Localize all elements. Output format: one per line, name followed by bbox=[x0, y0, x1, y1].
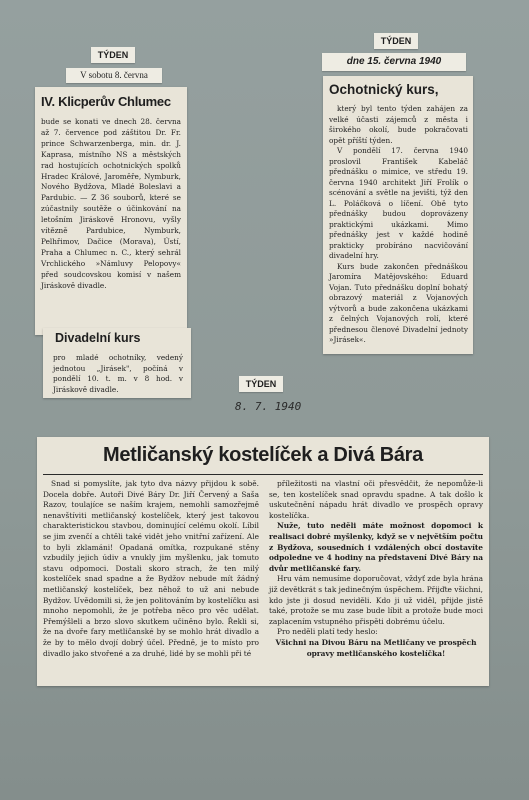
article-metlicansky-kostelicek bbox=[37, 437, 489, 686]
paragraph: Kurs bude zakončen přednáškou Jaromíra Matějovského: Eduard Vojan. Tuto přednášku doplní bohatý obrazový materiál z Vojanových výtvorů a bude zakončena ukázkami z čelných Vojanových rolí, které přednesou členové Divadelní jednoty »Jirásek«. bbox=[329, 261, 468, 344]
article-body: bude se konati ve dnech 28. června až 7. července pod záštitou Dr. Fr. prince Schwarzenberga, min. dr. J. Kaprasa, místního NS a městských rad hostujících ochotnických spolků Hradec Králové, Jaroměře, Nymburk, Nového Bydžova, Mladé Boleslavi a Pardubic. — Z 36 souborů, které se zúčastnily soutěže o účinkování na letošním Jiráskově Hronovu, vyšly vítězně Pardubice, Nymburk, Pelhřimov, Dačice (Morava), Ústí, Praha a Chlumec n. C., který sehrál Vrchlického »Námluvy Pelopovy« před soudcovskou komisí v našem Jiráskově divadle. bbox=[41, 117, 181, 290]
article-body bbox=[329, 104, 468, 346]
article-column-right bbox=[269, 479, 483, 659]
article-divadelni-kurs bbox=[43, 328, 191, 398]
paragraph: příležitosti na vlastní oči přesvědčit, že nepomůže-li se, ten kostelíček snad opravdu spadne. A tak došlo k uskutečnění nápadu hrát divadlo ve prospěch opravy kostelíčka. bbox=[269, 479, 483, 520]
paragraph: V pondělí 17. června 1940 proslovil František Kabeláč přednášku o mimice, ve středu 19. června 1940 architekt Jiří Frolík o scénování a světle na jevišti, týž den L. Poláčková o líčení. Obě tyto přednášky budou doprovázeny praktickými ukázkami. Mimo přednášky jest v každé hodině prakticky probíráno nacvičování divadelní hry. bbox=[329, 146, 468, 260]
date-label-left: V sobotu 8. června bbox=[66, 68, 162, 83]
article-ochotnicky-kurs bbox=[323, 76, 473, 354]
paragraph: Pro neděli platí tedy heslo: bbox=[277, 627, 378, 637]
article-title: Ochotnický kurs, bbox=[329, 82, 439, 97]
slogan: Všichni na Divou Báru na Metličany ve prospěch opravy metličanského kostelíčka! bbox=[275, 637, 477, 658]
date-label-right: dne 15. června 1940 bbox=[322, 53, 466, 71]
tyden-label-mid: TÝDEN bbox=[239, 376, 283, 392]
divider bbox=[43, 474, 483, 475]
paragraph: Nuže, tuto neděli máte možnost dopomoci k realisaci dobré myšlenky, když se v největším počtu z Bydžova, sousedních i vzdálených obcí dostavíte odpoledne ve 4 hodiny na představení Divé Báry na dvůr metličanské fary. bbox=[269, 521, 483, 573]
paragraph: Snad si pomyslíte, jak tyto dva názvy přijdou k sobě. Docela dobře. Autoři Divé Báry Dr. Jiří Červený a Saša Razov, toulajíce se naším krajem, nemohli samozřejmě nenavštíviti metličanský kostelíček, který jest takovou charakteristickou stavbou, dominující celému okolí. Líbil se jim zvenčí a chtěli také vidět jeho vnitřní zařízení. Ale to byli zklamáni! Opadaná omítka, rozpukané stěny vzbudily jejich údiv a vnukly jim myšlenku, jak tomuto stavu odpomoci. Dostali skoro strach, že ten milý kostelíček snad spadne a že Bydžov nebude mít žádný metličanský kostelíček, bez něhož to už ani nebude Bydžov. Uvědomili si, že jen politováním by kostelíčku asi mnoho nepomohli, že je potřeba něco pro věc udělat. Přemýšleli a brzo slovo skutkem učiněno bylo. Řekli si, že na dvoře fary metličanské by se mohlo hrát divadlo a že by to mělo dvojí dobrý účel. Předně, je to místo pro divadlo jako stvořené a za druhé, lidé by se mohli při té bbox=[43, 479, 259, 658]
article-title: Metličanský kostelíček a Divá Bára bbox=[103, 444, 423, 466]
handwritten-date: 8. 7. 1940 bbox=[235, 400, 302, 413]
article-title: Divadelní kurs bbox=[55, 331, 141, 345]
article-klicperuv-chlumec bbox=[35, 87, 187, 335]
tyden-label-left: TÝDEN bbox=[91, 47, 135, 63]
article-body: pro mladé ochotníky, vedený jednotou „Jirásek", počíná v pondělí 10. t. m. v 8 hod. v Jiráskově divadle. bbox=[53, 353, 183, 394]
article-column-left bbox=[43, 479, 259, 659]
paragraph: který byl tento týden zahájen za velké účasti zájemců z města i širokého okolí, bude pokračovati opět příští týden. bbox=[329, 104, 468, 145]
article-title: IV. Klicperův Chlumec bbox=[41, 94, 171, 109]
tyden-label-right: TÝDEN bbox=[374, 33, 418, 49]
paragraph: Hru vám nemusíme doporučovat, vždyť zde byla hrána již devětkrát s tak jedinečným úspěchem. Přijďte všichni, kdo jste ji dosud neviděli. Kdo ji už viděl, přijde jistě také, protože se mu zase bude líbit a protože bude moci zaplacením vstupného přispěti dobrému účelu. bbox=[269, 574, 483, 626]
